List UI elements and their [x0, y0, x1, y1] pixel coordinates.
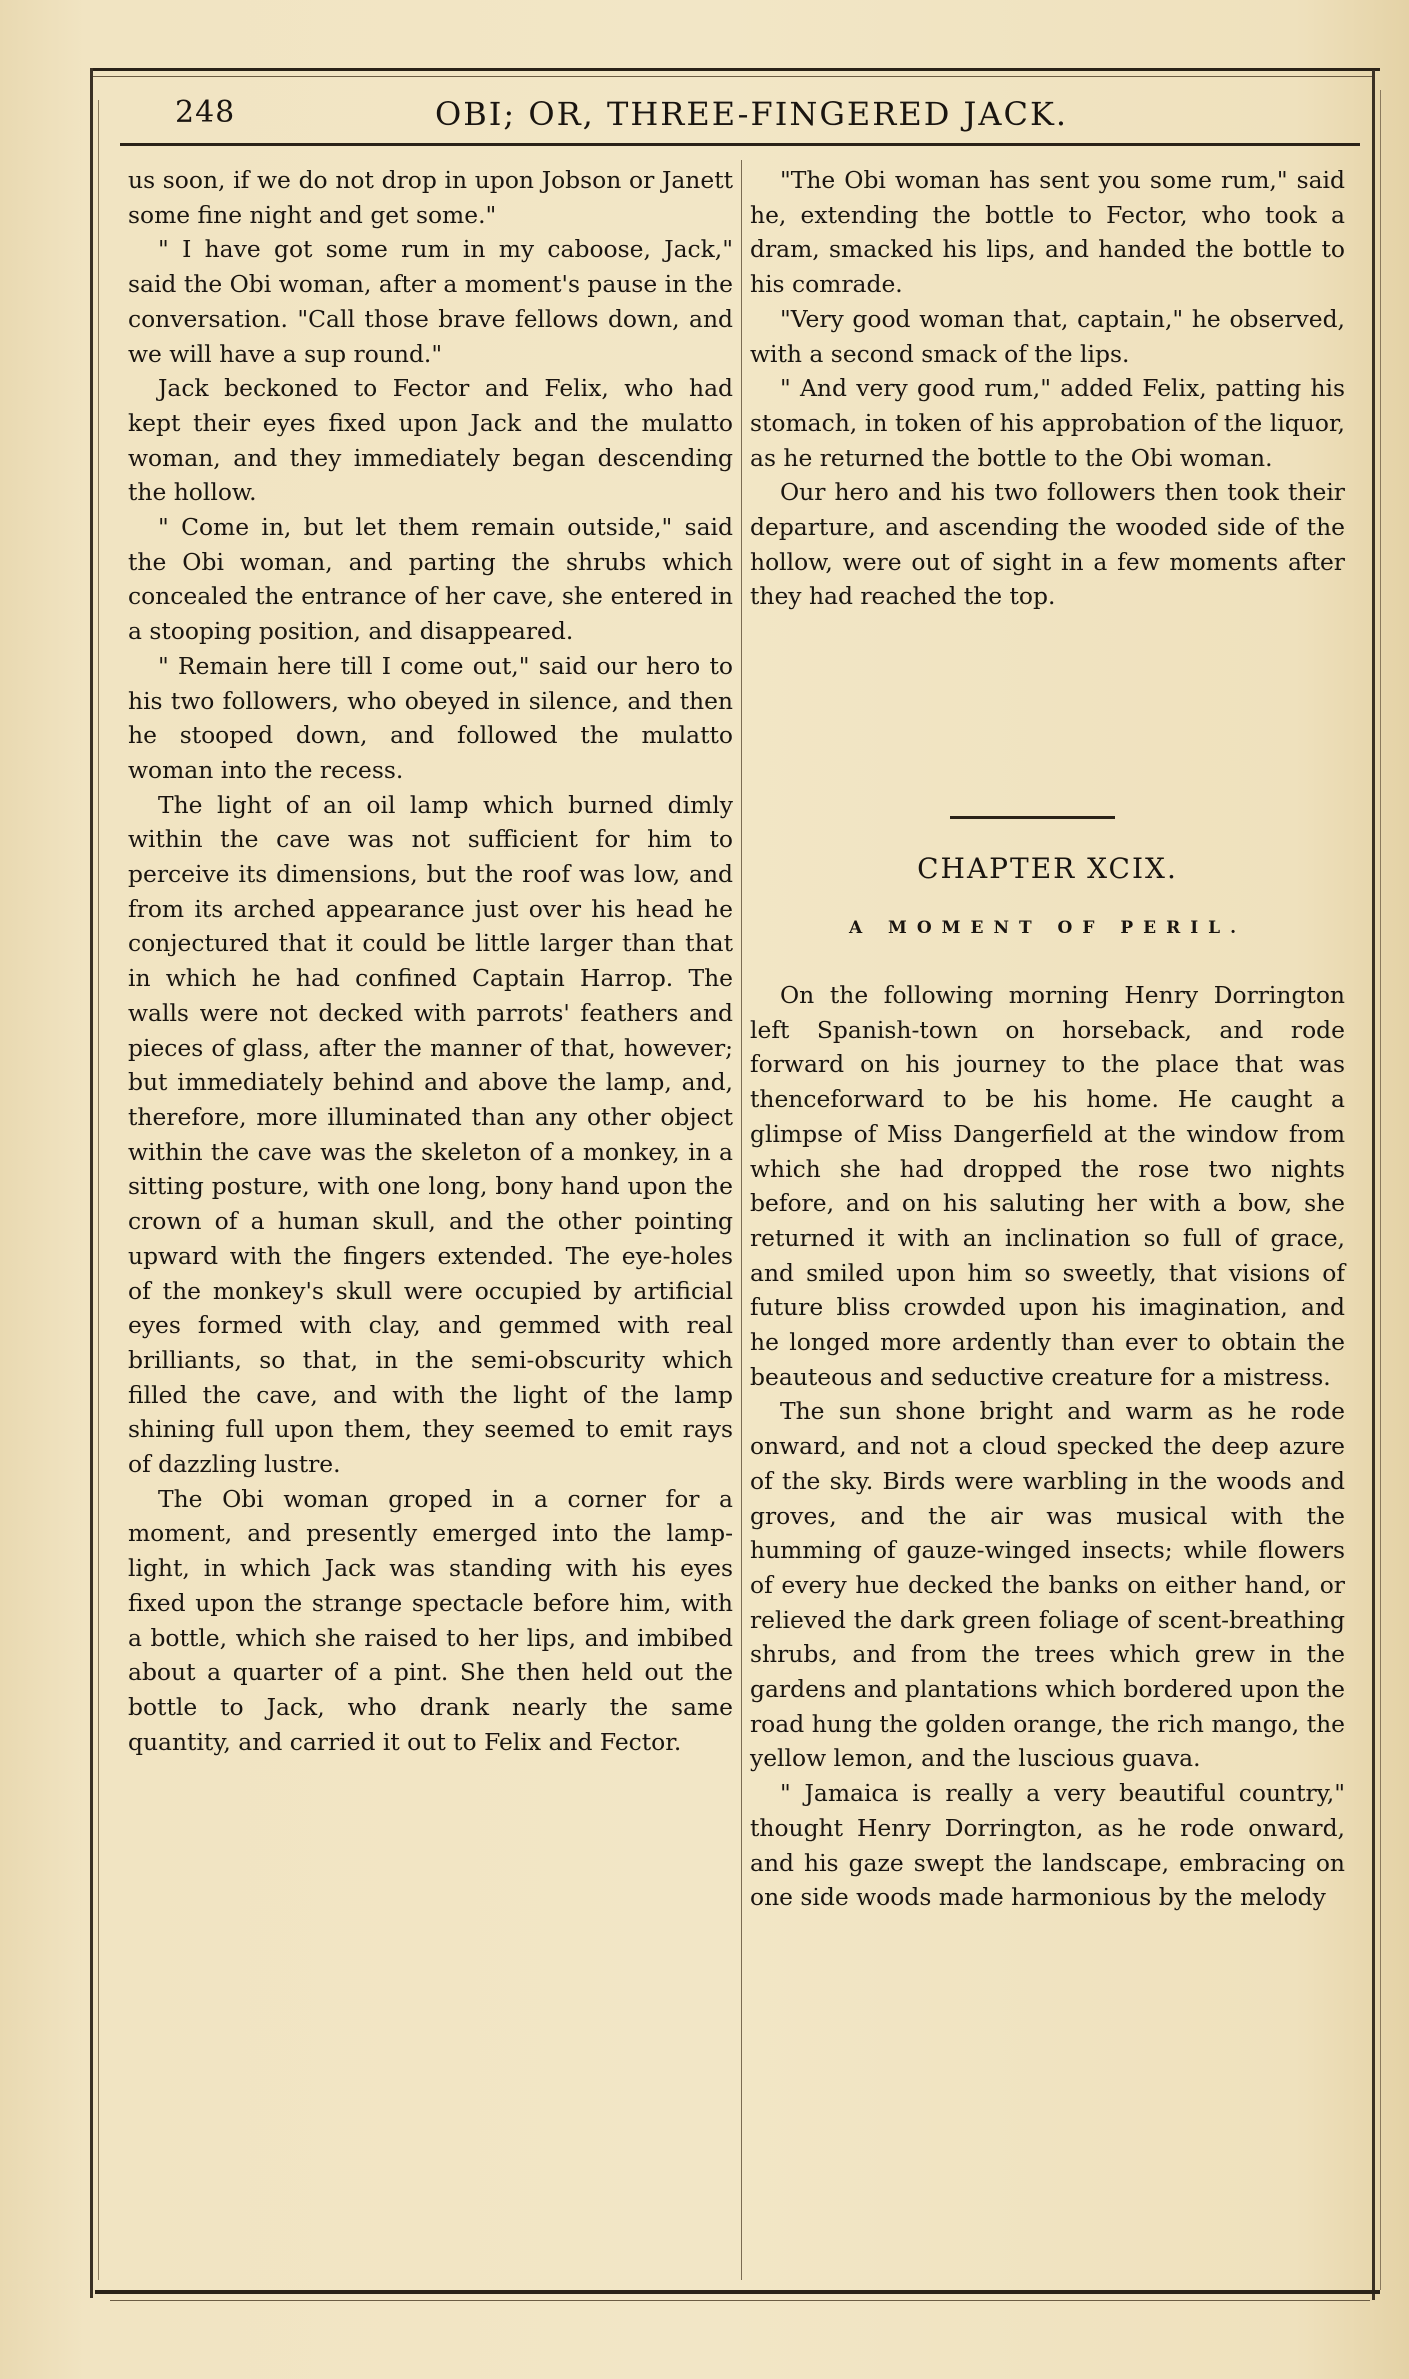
frame-bottom-rule: [95, 2290, 1380, 2294]
left-column: [128, 163, 733, 1759]
paragraph: Jack beckoned to Fector and Felix, who had kept their eyes fixed upon Jack and the mulatto woman, and they immediately began descending the hollow.: [128, 374, 733, 507]
chapter-subtitle: A MOMENT OF PERIL.: [848, 918, 1247, 938]
paragraph: Our hero and his two followers then took their departure, and ascending the wooded side of the hollow, were out of sight in a few moments after they had reached the top.: [750, 478, 1345, 611]
paragraph: us soon, if we do not drop in upon Jobson or Janett some fine night and get some.": [128, 166, 733, 229]
paragraph: " Remain here till I come out," said our hero to his two followers, who obeyed in silence, and then he stooped down, and followed the mulatto woman into the recess.: [128, 651, 733, 784]
chapter-ornament-rule: [950, 816, 1115, 819]
frame-left-rule: [90, 68, 93, 2298]
right-column-top: [750, 163, 1345, 614]
column-divider: [741, 160, 742, 2280]
frame-right-rule: [1372, 70, 1375, 2300]
paragraph: On the following morning Henry Dorrington left Spanish-town on horseback, and rode forward on his journey to the place that was thenceforward to be his home. He caught a glimpse of Miss Dangerfield at the window from which she had dropped the rose two nights before, and on his saluting her with a bow, she returned it with an inclination so full of grace, and smiled upon him so sweetly, that visions of future bliss crowded upon his imagination, and he longed more ardently than ever to obtain the beauteous and seductive creature for a mistress.: [750, 981, 1345, 1391]
page-header: [175, 95, 1370, 139]
paragraph: " Come in, but let them remain outside," said the Obi woman, and parting the shrubs which concealed the entrance of her cave, she entered in a stooping position, and disappeared.: [128, 513, 733, 646]
frame-bottom-rule-thin: [110, 2300, 1370, 2301]
frame-left-rule-thin: [98, 100, 99, 2280]
paragraph: The Obi woman groped in a corner for a moment, and presently emerged into the lamp-light, in which Jack was standing with his eyes fixed upon the strange spectacle before him, with a bottle, which she raised to her lips, and imbibed about a quarter of a pint. She then held out the bottle to Jack, who drank nearly the same quantity, and carried it out to Felix and Fector.: [128, 1484, 733, 1756]
running-title: OBI; OR, THREE-FINGERED JACK.: [435, 95, 1069, 133]
paragraph: " Jamaica is really a very beautiful country," thought Henry Dorrington, as he rode onward, and his gaze swept the landscape, embracing on one side woods made harmonious by the melody: [750, 1779, 1345, 1912]
paragraph: "The Obi woman has sent you some rum," said he, extending the bottle to Fector, who took a dram, smacked his lips, and handed the bottle to his comrade.: [750, 166, 1345, 299]
paragraph: " And very good rum," added Felix, patting his stomach, in token of his approbation of the liquor, as he returned the bottle to the Obi woman.: [750, 374, 1345, 472]
chapter-heading: CHAPTER XCIX.: [917, 852, 1178, 885]
paragraph: The light of an oil lamp which burned dimly within the cave was not sufficient for him to perceive its dimensions, but the roof was low, and from its arched appearance just over his head he conjectured that it could be little larger than that in which he had confined Captain Harrop. The walls were not decked with parrots' feathers and pieces of glass, after the manner of that, however; but immediately behind and above the lamp, and, therefore, more illuminated than any other object within the cave was the skeleton of a monkey, in a sitting posture, with one long, bony hand upon the crown of a human skull, and the other pointing upward with the fingers extended. The eye-holes of the monkey's skull were occupied by artificial eyes formed with clay, and gemmed with real brilliants, so that, in the semi-obscurity which filled the cave, and with the light of the lamp shining full upon them, they seemed to emit rays of dazzling lustre.: [128, 790, 733, 1479]
paragraph: The sun shone bright and warm as he rode onward, and not a cloud specked the deep azure of the sky. Birds were warbling in the woods and groves, and the air was musical with the humming of gauze-winged insects; while flowers of every hue decked the banks on either hand, or relieved the dark green foliage of scent-breathing shrubs, and from the trees which grew in the gardens and plantations which bordered upon the road hung the golden orange, the rich mango, the yellow lemon, and the luscious guava.: [750, 1397, 1345, 1773]
paragraph: " I have got some rum in my caboose, Jack," said the Obi woman, after a moment's pause in the conversation. "Call those brave fellows down, and we will have a sup round.": [128, 235, 733, 368]
right-column-bottom: [750, 978, 1345, 1915]
header-rule: [120, 143, 1360, 146]
frame-right-rule-thin: [1380, 90, 1381, 2290]
paragraph: "Very good woman that, captain," he observed, with a second smack of the lips.: [750, 304, 1345, 368]
frame-top-rule-thin: [92, 76, 1374, 77]
page-number: 248: [175, 95, 236, 130]
frame-top-rule: [90, 68, 1380, 71]
